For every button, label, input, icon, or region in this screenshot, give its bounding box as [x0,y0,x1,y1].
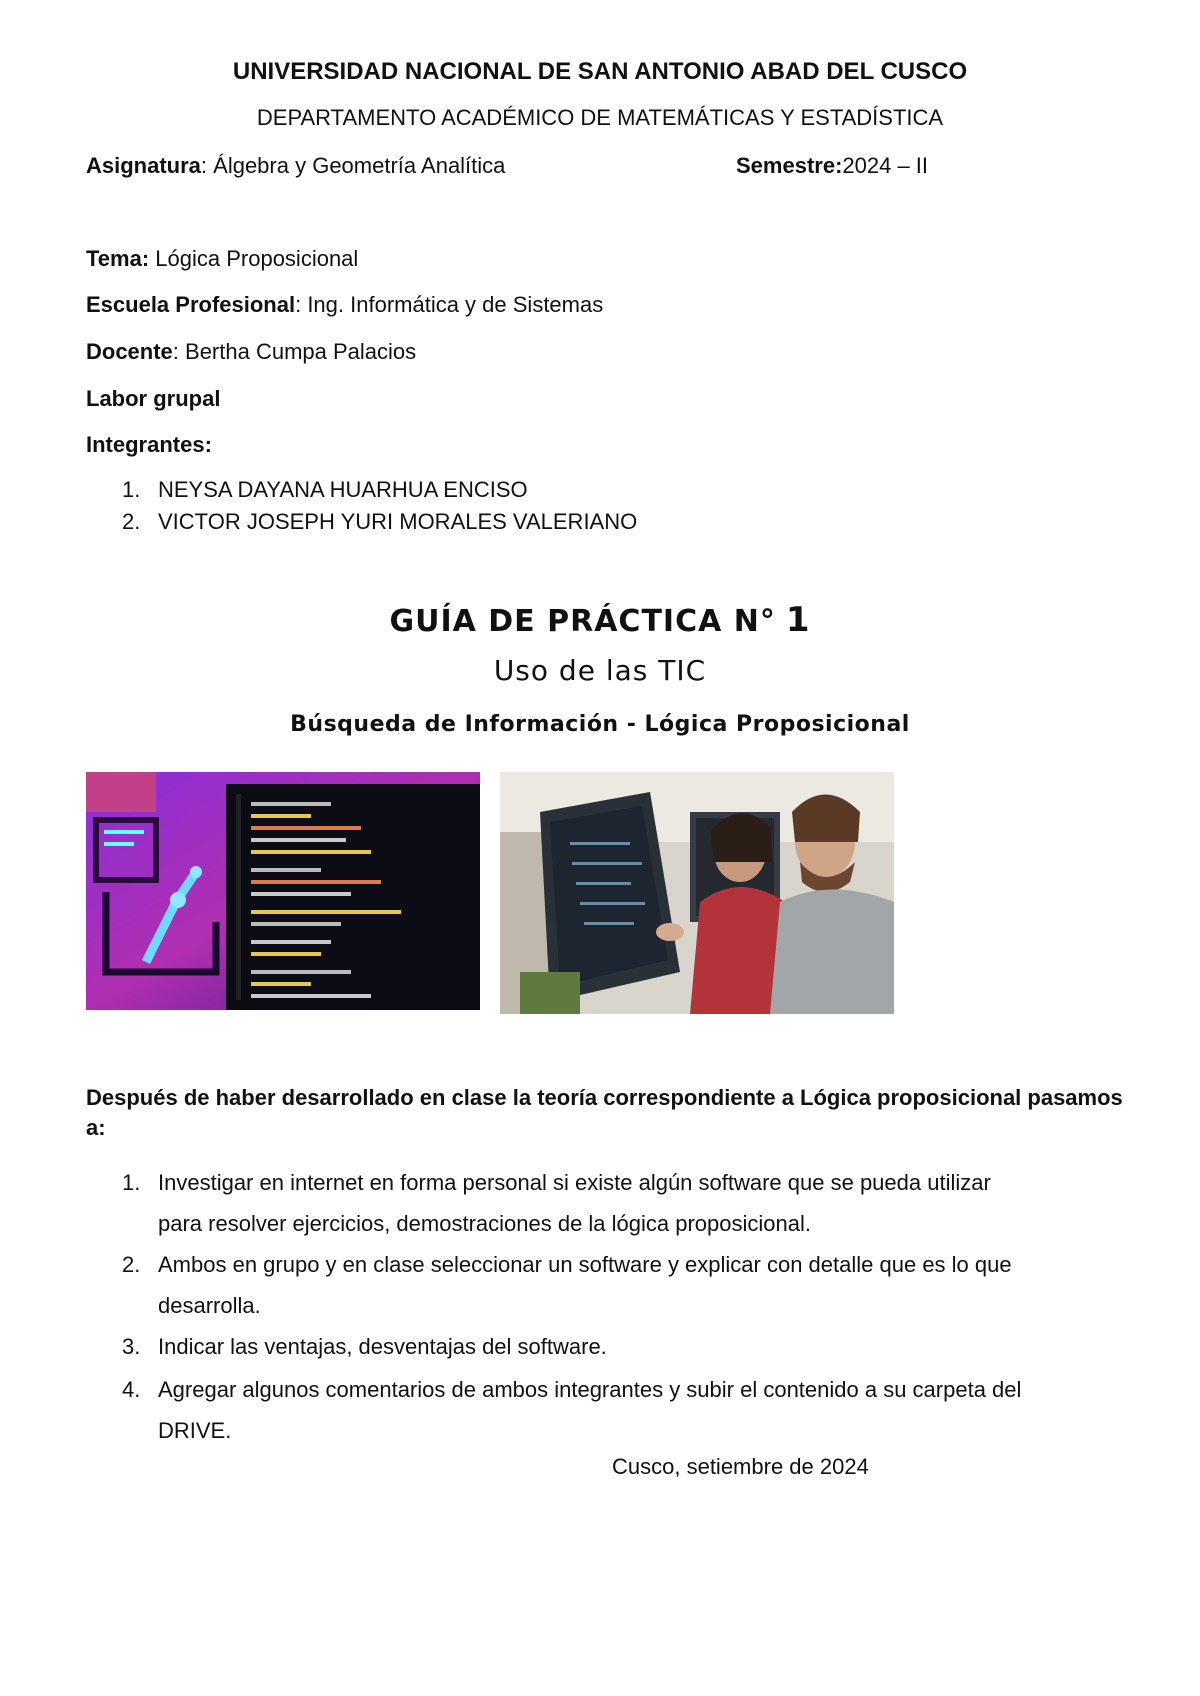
people-coding-illustration [500,772,894,1014]
guide-subtitle: Uso de las TIC [493,654,707,687]
task-text: desarrolla. [158,1293,261,1318]
task-number: 2. [122,1252,141,1277]
member-number: 2. [122,509,141,534]
code-robot-image [86,772,480,1010]
work-type [86,386,220,412]
guide-number: 1 [785,600,811,640]
task-number: 4. [122,1377,141,1402]
school-line [86,292,603,318]
semester-line [736,153,928,179]
task-text: Investigar en internet en forma personal si existe algún software que se pueda utilizar [158,1170,991,1195]
code-robot-illustration [86,772,480,1010]
task-text: Ambos en grupo y en clase seleccionar un software y explicar con detalle que es lo que [158,1252,1012,1277]
semester-value: 2024 – II [842,153,929,178]
closing-date: Cusco, setiembre de 2024 [612,1454,869,1479]
task-text: para resolver ejercicios, demostraciones de la lógica proposicional. [158,1211,811,1236]
task-number: 1. [122,1170,141,1195]
list-item [86,1162,1146,1244]
topic-value: Lógica Proposicional [149,246,359,271]
department-title: DEPARTAMENTO ACADÉMICO DE MATEMÁTICAS Y ESTADÍSTICA [256,105,944,130]
intro-text: Después de haber desarrollado en clase la teoría correspondiente a Lógica proposicional pasamos a: [86,1085,1123,1140]
school-label: Escuela Profesional [86,292,296,317]
member-name: NEYSA DAYANA HUARHUA ENCISO [158,477,528,502]
teacher-label: Docente [86,339,173,364]
subject-label: Asignatura [86,153,201,178]
teacher-value: : Bertha Cumpa Palacios [172,339,417,364]
member-number: 1. [122,477,141,502]
list-item [86,1244,1146,1326]
list-item [86,1326,1146,1367]
topic-line [86,246,358,272]
university-title: UNIVERSIDAD NACIONAL DE SAN ANTONIO ABAD DEL CUSCO [232,58,968,85]
members-label: Integrantes: [86,432,212,457]
task-text: DRIVE. [158,1418,232,1443]
guide-title [0,600,1200,640]
subject-value: : Álgebra y Geometría Analítica [200,153,506,178]
guide-title-text: GUÍA DE PRÁCTICA N° [389,604,776,639]
task-number: 3. [122,1334,141,1359]
topic-label: Tema: [86,246,150,271]
list-item [86,506,637,538]
members-list [86,474,637,538]
work-type-label: Labor grupal [86,386,221,411]
list-item [86,1369,1146,1451]
search-title: Búsqueda de Información - Lógica Proposicional [290,712,910,737]
teacher-line [86,339,416,365]
member-name: VICTOR JOSEPH YURI MORALES VALERIANO [158,509,638,534]
school-value: : Ing. Informática y de Sistemas [295,292,604,317]
task-text: Indicar las ventajas, desventajas del software. [158,1334,607,1359]
subject-line [86,153,505,179]
list-item [86,474,637,506]
task-text: Agregar algunos comentarios de ambos integrantes y subir el contenido a su carpeta del [158,1377,1022,1402]
semester-label: Semestre: [736,153,843,178]
members-heading [86,432,212,458]
people-coding-image [500,772,894,1014]
